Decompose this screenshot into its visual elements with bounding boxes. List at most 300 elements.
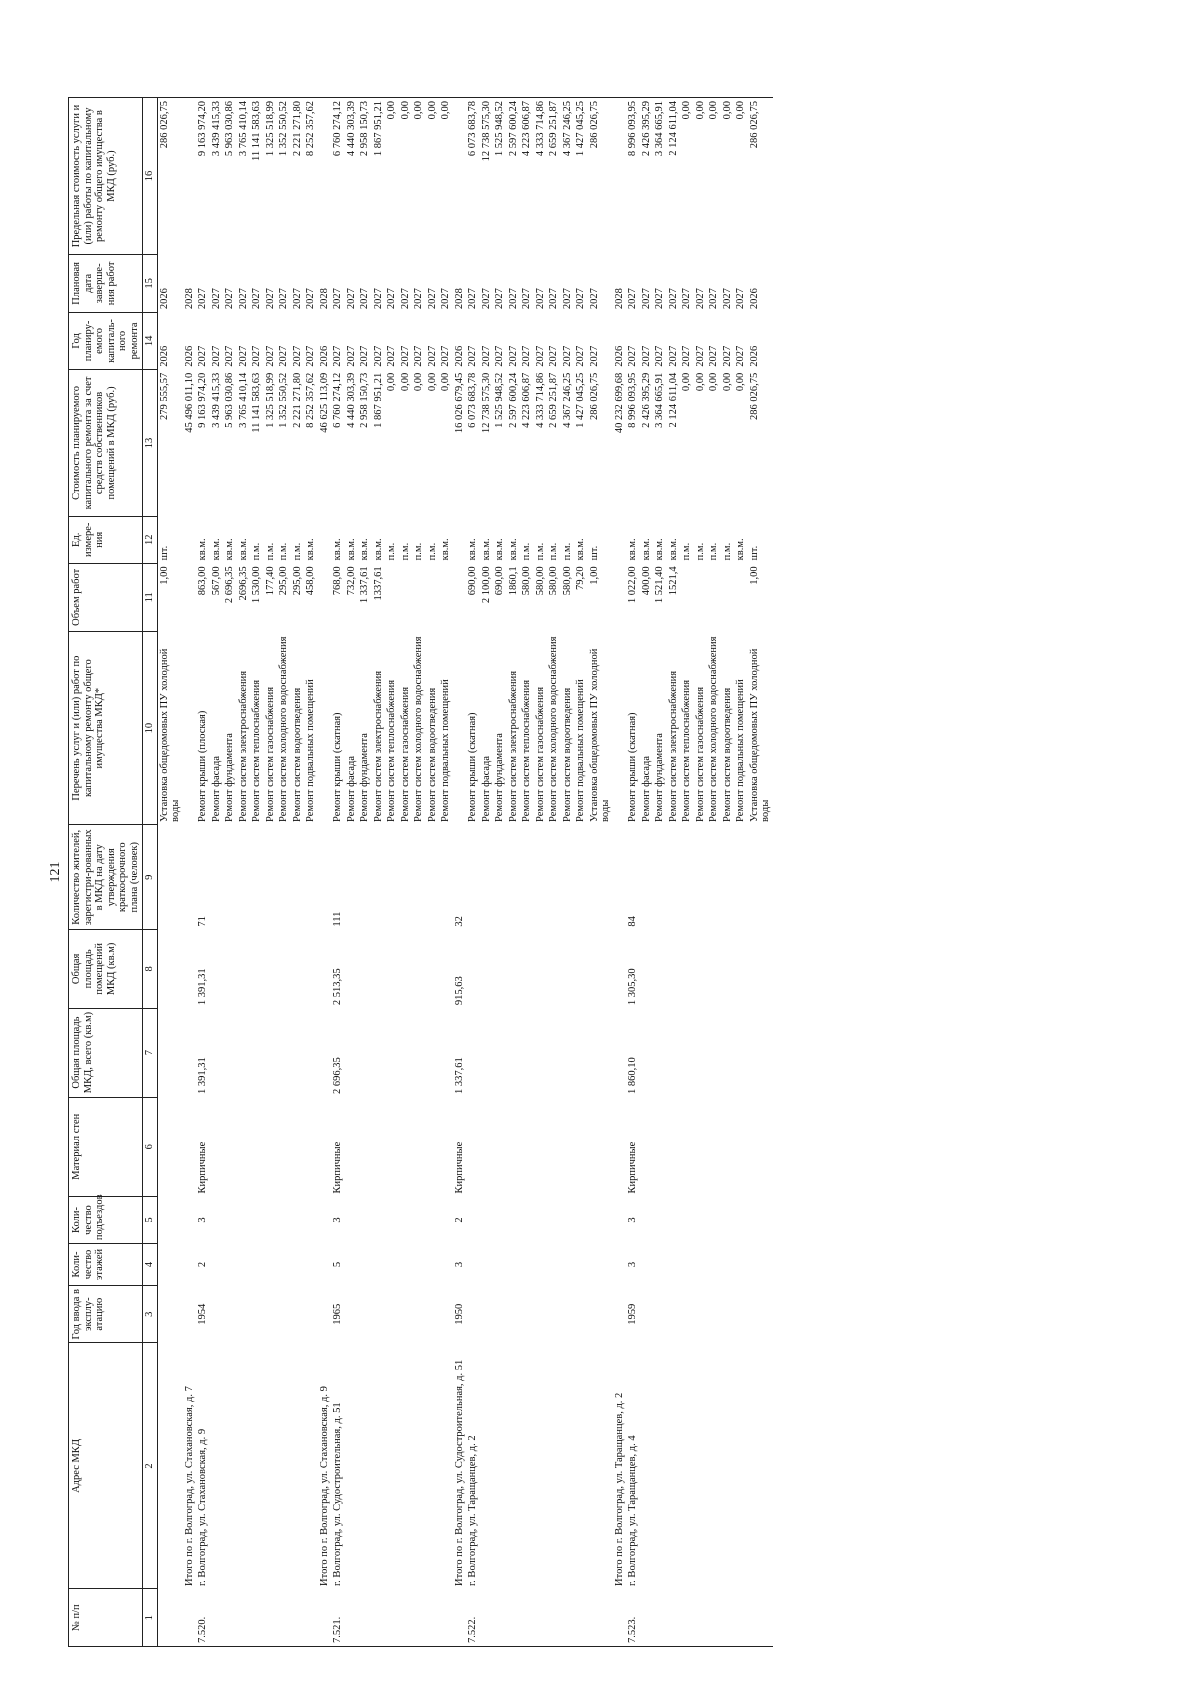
work-type-cell: Ремонт систем газоснабжения	[694, 686, 706, 822]
row-number	[426, 1589, 440, 1647]
limit-cost-cell: 2 659 251,87	[547, 98, 561, 255]
end-date-cell: 2027	[372, 288, 384, 310]
column-header: Материал стен	[69, 1097, 143, 1196]
wall-material-cell	[183, 1097, 197, 1196]
wall-material-cell	[358, 1097, 372, 1196]
planned-cost-cell: 6 073 683,78	[467, 372, 478, 428]
residents-cell	[277, 825, 291, 930]
residents-cell	[412, 825, 426, 930]
entrances-cell	[640, 1196, 654, 1243]
table-row	[748, 98, 773, 1647]
planned-year-cell: 2027	[345, 345, 357, 367]
work-type-cell: Ремонт фасада	[210, 755, 222, 822]
unit-cell: п.м.	[399, 542, 411, 561]
entrances-cell	[653, 1196, 667, 1243]
work-volume-cell: 1,00	[158, 566, 170, 585]
wall-material-cell	[277, 1097, 291, 1196]
floors-cell	[547, 1244, 561, 1286]
work-type-cell: Ремонт систем холодного водоснабжения	[548, 636, 559, 822]
total-area-cell	[561, 1008, 575, 1097]
table-row	[412, 98, 426, 1647]
floors-cell	[561, 1244, 575, 1286]
work-volume-cell: 295,00	[278, 566, 289, 596]
work-volume-cell: 1,00	[748, 566, 760, 585]
planned-cost-cell: 46 625 113,09	[318, 372, 330, 433]
rooms-area-cell: 1 391,31	[197, 968, 208, 1006]
residents-cell	[520, 825, 534, 930]
work-volume-cell: 1521,4	[667, 566, 679, 596]
table-row	[734, 98, 748, 1647]
planned-cost-cell: 12 738 575,30	[480, 372, 492, 434]
total-area-cell	[399, 1008, 413, 1097]
planned-cost-cell: 8 252 357,62	[305, 372, 316, 428]
work-volume-cell	[439, 563, 453, 631]
table-row	[223, 98, 237, 1647]
column-number: 4	[143, 1244, 158, 1286]
planned-cost-cell: 0,00	[681, 372, 692, 392]
row-number	[734, 1589, 748, 1647]
residents-cell	[653, 825, 667, 930]
work-volume-cell	[707, 563, 721, 631]
rooms-area-cell	[291, 930, 305, 1008]
total-area-cell	[277, 1008, 291, 1097]
column-number: 2	[143, 1343, 158, 1589]
wall-material-cell	[210, 1097, 224, 1196]
work-volume-cell: 1 022,00	[627, 566, 638, 604]
rooms-area-cell	[613, 930, 627, 1008]
work-volume-cell	[721, 563, 735, 631]
rooms-area-cell	[653, 930, 667, 1008]
residents-cell	[291, 825, 305, 930]
work-volume-cell	[385, 563, 399, 631]
unit-cell	[613, 516, 627, 563]
wall-material-cell	[721, 1097, 735, 1196]
work-volume-cell	[183, 563, 197, 631]
table-row	[345, 98, 359, 1647]
end-date-cell: 2027	[237, 288, 249, 310]
total-area-cell	[318, 1008, 332, 1097]
row-number: 7.520.	[196, 1589, 210, 1647]
column-number: 7	[143, 1008, 158, 1097]
row-number	[694, 1589, 708, 1647]
total-area-cell	[439, 1008, 453, 1097]
rooms-area-cell	[721, 930, 735, 1008]
address-cell	[588, 1343, 613, 1589]
table-row	[358, 98, 372, 1647]
floors-cell	[439, 1244, 453, 1286]
work-volume-cell: 863,00	[197, 566, 208, 596]
planned-year-cell: 2027	[251, 345, 262, 367]
work-volume-cell: 79,20	[575, 566, 586, 590]
floors-cell	[493, 1244, 507, 1286]
unit-cell: п.м.	[386, 542, 397, 561]
year-built-cell	[561, 1285, 575, 1343]
year-built-cell	[480, 1285, 494, 1343]
residents-cell	[399, 825, 413, 930]
planned-year-cell: 2027	[264, 345, 276, 367]
entrances-cell: 3	[197, 1217, 208, 1223]
year-built-cell	[520, 1285, 534, 1343]
work-volume-cell: 1,00	[588, 566, 600, 585]
limit-cost-cell: 2 958 150,73	[358, 98, 372, 255]
wall-material-cell	[667, 1097, 681, 1196]
rooms-area-cell	[748, 930, 773, 1008]
entrances-cell	[588, 1196, 613, 1243]
address-cell	[439, 1343, 453, 1589]
residents-cell: 111	[332, 911, 343, 927]
column-header: Год планиру-емого капиталь-ного ремонта	[69, 312, 143, 370]
limit-cost-cell: 8 252 357,62	[304, 98, 318, 255]
work-volume-cell	[399, 563, 413, 631]
address-cell	[534, 1343, 548, 1589]
planned-year-cell: 2026	[748, 345, 760, 367]
row-number: 7.521.	[331, 1589, 345, 1647]
planned-cost-cell: 286 026,75	[748, 372, 760, 420]
limit-cost-cell: 0,00	[734, 98, 748, 255]
address-cell	[707, 1343, 721, 1589]
row-number	[264, 1589, 278, 1647]
total-area-cell	[721, 1008, 735, 1097]
end-date-cell: 2027	[588, 288, 600, 310]
year-built-cell	[237, 1285, 251, 1343]
total-area-cell	[223, 1008, 237, 1097]
planned-cost-cell: 1 867 951,21	[372, 372, 384, 428]
residents-cell	[547, 825, 561, 930]
total-row	[183, 98, 197, 1647]
column-header: Общая площадь МКД, всего (кв.м)	[69, 1008, 143, 1097]
rooms-area-cell	[157, 930, 183, 1008]
wall-material-cell	[385, 1097, 399, 1196]
planned-year-cell: 2027	[399, 345, 411, 367]
total-area-cell	[345, 1008, 359, 1097]
floors-cell	[466, 1244, 480, 1286]
unit-cell: кв.м.	[480, 538, 492, 561]
table-row	[277, 98, 291, 1647]
address-cell	[372, 1343, 386, 1589]
row-number	[588, 1589, 613, 1647]
entrances-cell	[694, 1196, 708, 1243]
work-type-cell: Ремонт систем холодного водоснабжения	[278, 636, 289, 822]
wall-material-cell	[547, 1097, 561, 1196]
floors-cell	[588, 1244, 613, 1286]
column-number: 8	[143, 930, 158, 1008]
planned-year-cell: 2027	[708, 345, 719, 367]
wall-material-cell	[412, 1097, 426, 1196]
planned-cost-cell: 1 352 550,52	[278, 372, 289, 428]
entrances-cell	[399, 1196, 413, 1243]
limit-cost-cell: 12 738 575,30	[480, 98, 494, 255]
rooms-area-cell	[640, 930, 654, 1008]
planned-cost-cell: 0,00	[386, 372, 397, 392]
total-area-cell	[157, 1008, 183, 1097]
total-area-cell	[547, 1008, 561, 1097]
end-date-cell: 2028	[183, 288, 195, 310]
unit-cell: кв.м.	[332, 538, 343, 561]
wall-material-cell	[680, 1097, 694, 1196]
total-area-cell	[613, 1008, 627, 1097]
entrances-cell	[210, 1196, 224, 1243]
unit-cell: кв.м.	[345, 538, 357, 561]
address-cell	[694, 1343, 708, 1589]
total-area-cell	[694, 1008, 708, 1097]
column-number: 3	[143, 1285, 158, 1343]
year-built-cell: 1965	[332, 1303, 343, 1325]
residents-cell	[426, 825, 440, 930]
total-area-cell	[304, 1008, 318, 1097]
entrances-cell	[680, 1196, 694, 1243]
floors-cell	[721, 1244, 735, 1286]
wall-material-cell: Кирпичные	[332, 1141, 343, 1194]
end-date-cell: 2027	[264, 288, 276, 310]
row-number	[157, 1589, 183, 1647]
total-row	[318, 98, 332, 1647]
work-volume-cell: 567,00	[210, 566, 222, 596]
address-cell	[574, 1343, 588, 1589]
column-number: 16	[143, 98, 158, 255]
row-number	[613, 1589, 627, 1647]
end-date-cell: 2027	[521, 288, 532, 310]
work-type-cell: Ремонт крыши (скатная)	[332, 712, 343, 822]
planned-cost-cell: 2 124 611,04	[667, 372, 679, 428]
total-area-cell	[534, 1008, 548, 1097]
floors-cell	[507, 1244, 521, 1286]
end-date-cell: 2028	[318, 288, 330, 310]
work-volume-cell: 690,00	[467, 566, 478, 596]
end-date-cell: 2027	[291, 288, 303, 310]
residents-cell	[694, 825, 708, 930]
column-header: Объем работ	[69, 563, 143, 631]
work-type-cell: Ремонт систем электроснабжения	[667, 670, 679, 822]
wall-material-cell	[399, 1097, 413, 1196]
planned-cost-cell: 0,00	[721, 372, 733, 392]
planned-cost-cell: 2 958 150,73	[359, 372, 370, 428]
work-type-cell: Ремонт крыши (плоская)	[197, 710, 208, 822]
wall-material-cell	[237, 1097, 251, 1196]
row-number: 7.523.	[626, 1589, 640, 1647]
planned-cost-cell: 4 223 606,87	[521, 372, 532, 428]
year-built-cell	[318, 1285, 332, 1343]
column-number-row	[143, 98, 158, 1647]
planned-year-cell: 2026	[613, 345, 625, 367]
address-cell	[653, 1343, 667, 1589]
row-number	[304, 1589, 318, 1647]
floors-cell	[210, 1244, 224, 1286]
planned-year-cell: 2027	[372, 345, 384, 367]
planned-year-cell: 2027	[575, 345, 586, 367]
address-cell	[667, 1343, 681, 1589]
floors-cell	[534, 1244, 548, 1286]
residents-cell	[466, 825, 480, 930]
planned-cost-cell: 2 659 251,87	[548, 372, 559, 428]
work-volume-cell	[694, 563, 708, 631]
floors-cell	[680, 1244, 694, 1286]
residents-cell	[507, 825, 521, 930]
address-cell	[547, 1343, 561, 1589]
planned-year-cell: 2027	[426, 345, 438, 367]
wall-material-cell	[223, 1097, 237, 1196]
year-built-cell	[223, 1285, 237, 1343]
rooms-area-cell	[264, 930, 278, 1008]
total-area-cell	[653, 1008, 667, 1097]
work-volume-cell	[412, 563, 426, 631]
year-built-cell	[707, 1285, 721, 1343]
unit-cell: кв.м.	[494, 538, 505, 561]
limit-cost-cell: 6 760 274,12	[331, 98, 345, 255]
planned-year-cell: 2027	[667, 345, 679, 367]
year-built-cell	[183, 1285, 197, 1343]
unit-cell: кв.м.	[210, 538, 222, 561]
total-area-cell	[480, 1008, 494, 1097]
residents-cell	[574, 825, 588, 930]
planned-cost-cell: 4 440 303,39	[345, 372, 357, 428]
work-type-cell: Ремонт систем теплоснабжения	[681, 679, 692, 822]
limit-cost-cell: 4 440 303,39	[345, 98, 359, 255]
work-type-cell: Ремонт фундамента	[359, 733, 370, 822]
end-date-cell: 2027	[467, 288, 478, 310]
row-number	[667, 1589, 681, 1647]
year-built-cell	[385, 1285, 399, 1343]
residents-cell	[210, 825, 224, 930]
rooms-area-cell: 1 305,30	[627, 968, 638, 1006]
unit-cell: кв.м.	[507, 538, 519, 561]
limit-cost-cell: 2 221 271,80	[291, 98, 305, 255]
end-date-cell: 2027	[575, 288, 586, 310]
wall-material-cell	[304, 1097, 318, 1196]
table-row	[588, 98, 613, 1647]
residents-cell	[358, 825, 372, 930]
year-built-cell	[534, 1285, 548, 1343]
year-built-cell	[358, 1285, 372, 1343]
column-number: 14	[143, 312, 158, 370]
work-type-cell: Ремонт систем холодного водоснабжения	[413, 636, 424, 822]
year-built-cell	[547, 1285, 561, 1343]
entrances-cell	[304, 1196, 318, 1243]
table-row	[331, 98, 345, 1647]
address-cell: Итого по г. Волгоград, ул. Таращанцев, д. 2	[613, 1392, 625, 1586]
entrances-cell	[291, 1196, 305, 1243]
year-built-cell	[574, 1285, 588, 1343]
unit-cell: п.м.	[426, 542, 438, 561]
end-date-cell: 2027	[721, 288, 733, 310]
limit-cost-cell: 3 439 415,33	[210, 98, 224, 255]
column-header: Количество жителей, зарегистри-рованных в МКД на дату утверждения краткосрочного плана (человек)	[69, 825, 143, 930]
address-cell	[157, 1343, 183, 1589]
work-volume-cell: 2 100,00	[480, 566, 492, 604]
unit-cell: п.м.	[721, 542, 733, 561]
work-volume-cell	[318, 563, 332, 631]
work-volume-cell: 1 521,40	[654, 566, 665, 604]
wall-material-cell	[250, 1097, 264, 1196]
planned-cost-cell: 2 221 271,80	[291, 372, 303, 428]
unit-cell: п.м.	[561, 542, 573, 561]
residents-cell	[439, 825, 453, 930]
entrances-cell	[412, 1196, 426, 1243]
limit-cost-cell: 3 765 410,14	[237, 98, 251, 255]
column-number: 5	[143, 1196, 158, 1243]
work-type-cell: Ремонт систем водоотведения	[426, 687, 438, 822]
residents-cell: 84	[627, 916, 638, 927]
planned-cost-cell: 4 333 714,86	[534, 372, 546, 428]
floors-cell	[358, 1244, 372, 1286]
address-cell	[223, 1343, 237, 1589]
limit-cost-cell: 11 141 583,63	[250, 98, 264, 255]
work-type-cell: Ремонт систем водоотведения	[561, 687, 573, 822]
total-area-cell	[237, 1008, 251, 1097]
residents-cell	[707, 825, 721, 930]
row-number	[210, 1589, 224, 1647]
planned-cost-cell: 4 367 246,25	[561, 372, 573, 428]
end-date-cell: 2027	[413, 288, 424, 310]
rooms-area-cell	[574, 930, 588, 1008]
total-area-cell	[372, 1008, 386, 1097]
unit-cell: кв.м.	[305, 538, 316, 561]
planned-year-cell: 2027	[224, 345, 235, 367]
total-area-cell	[574, 1008, 588, 1097]
unit-cell: п.м.	[251, 542, 262, 561]
table-row	[694, 98, 708, 1647]
planned-year-cell: 2027	[494, 345, 505, 367]
column-header: Год ввода в эксплу-атацию	[69, 1285, 143, 1343]
rooms-area-cell	[277, 930, 291, 1008]
table-row	[264, 98, 278, 1647]
row-number	[520, 1589, 534, 1647]
residents-cell	[372, 825, 386, 930]
rooms-area-cell	[493, 930, 507, 1008]
residents-cell	[183, 825, 197, 930]
capital-repair-table	[68, 97, 773, 1647]
planned-cost-cell: 5 963 030,86	[224, 372, 235, 428]
work-type-cell: Ремонт фундамента	[494, 733, 505, 822]
residents-cell	[264, 825, 278, 930]
limit-cost-cell	[613, 98, 627, 255]
end-date-cell: 2027	[332, 288, 343, 310]
wall-material-cell	[613, 1097, 627, 1196]
year-built-cell	[493, 1285, 507, 1343]
year-built-cell	[304, 1285, 318, 1343]
floors-cell	[520, 1244, 534, 1286]
work-type-cell: Ремонт подвальных помещений	[305, 679, 316, 822]
entrances-cell	[277, 1196, 291, 1243]
wall-material-cell	[157, 1097, 183, 1196]
planned-year-cell: 2027	[735, 345, 746, 367]
planned-year-cell: 2027	[694, 345, 706, 367]
limit-cost-cell	[453, 98, 467, 255]
residents-cell	[534, 825, 548, 930]
floors-cell	[613, 1244, 627, 1286]
work-type-cell: Ремонт фундамента	[224, 733, 235, 822]
row-number	[561, 1589, 575, 1647]
total-area-cell	[667, 1008, 681, 1097]
planned-cost-cell: 0,00	[440, 372, 451, 392]
work-volume-cell: 295,00	[291, 566, 303, 596]
planned-cost-cell: 3 765 410,14	[237, 372, 249, 428]
rooms-area-cell	[318, 930, 332, 1008]
row-number	[291, 1589, 305, 1647]
planned-year-cell: 2027	[507, 345, 519, 367]
unit-cell: кв.м.	[197, 538, 208, 561]
residents-cell: 32	[453, 916, 465, 927]
header-row	[69, 98, 143, 1647]
limit-cost-cell: 1 427 045,25	[574, 98, 588, 255]
total-row	[613, 98, 627, 1647]
year-built-cell	[291, 1285, 305, 1343]
row-number	[250, 1589, 264, 1647]
work-type-cell: Ремонт систем теплоснабжения	[251, 679, 262, 822]
work-volume-cell: 580,00	[548, 566, 559, 596]
year-built-cell	[640, 1285, 654, 1343]
limit-cost-cell: 0,00	[439, 98, 453, 255]
planned-cost-cell: 11 141 583,63	[251, 372, 262, 433]
